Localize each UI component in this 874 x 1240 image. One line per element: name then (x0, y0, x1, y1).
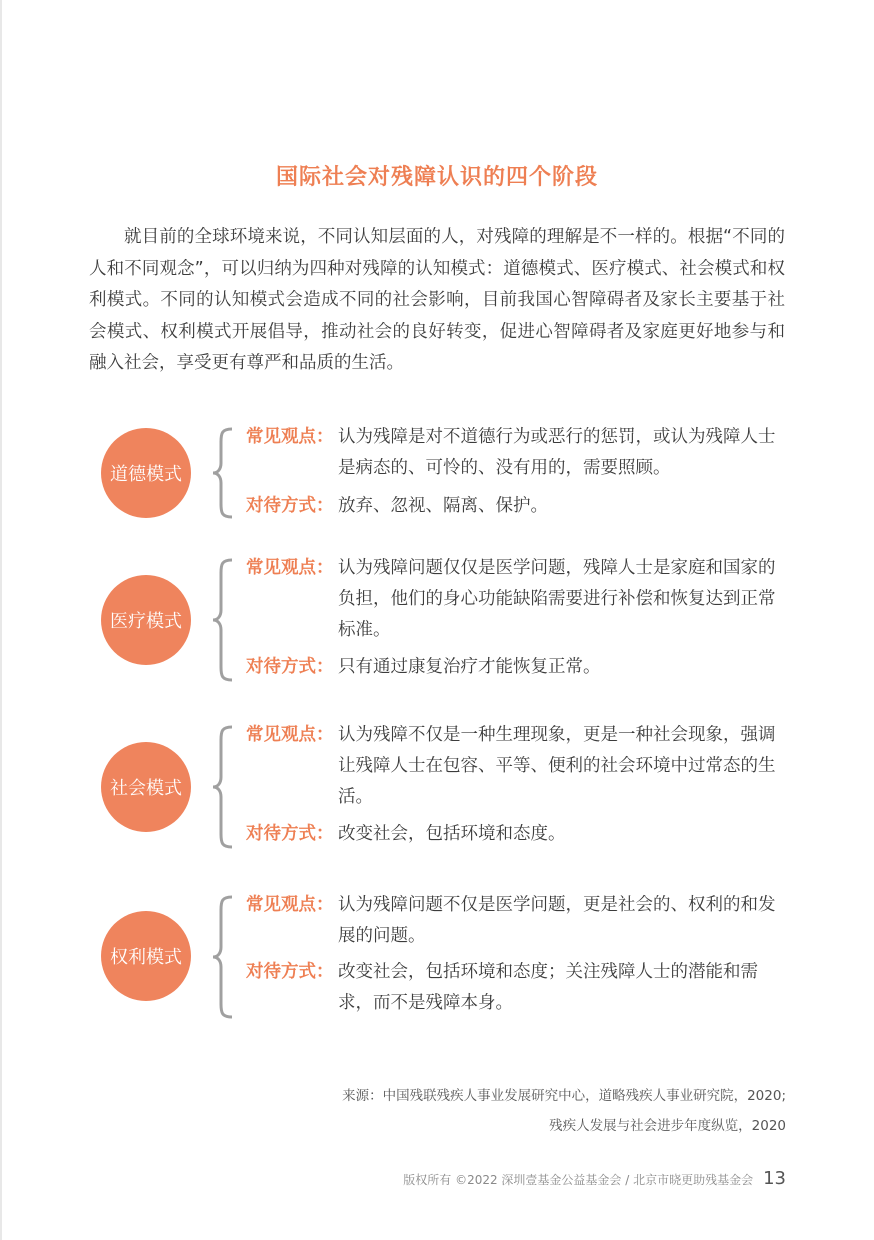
treat-label: 对待方式： (246, 657, 334, 677)
treat-text: 只有通过康复治疗才能恢复正常。 (338, 657, 601, 677)
treat-text: 改变社会，包括环境和态度；关注残障人士的潜能和需求，而不是残障本身。 (338, 962, 758, 1013)
footer (403, 1168, 786, 1189)
brace-icon (212, 426, 234, 520)
treat-text: 放弃、忽视、隔离、保护。 (338, 496, 548, 516)
page-number: 13 (763, 1168, 786, 1189)
view-text: 认为残障是对不道德行为或恶行的惩罚，或认为残障人士是病态的、可怜的、没有用的，需要照顾。 (338, 427, 776, 478)
treat-label: 对待方式： (246, 962, 334, 982)
view-text: 认为残障问题仅仅是医学问题，残障人士是家庭和国家的负担，他们的身心功能缺陷需要进行补偿和恢复达到正常标准。 (338, 558, 776, 640)
view-row (246, 720, 786, 813)
view-text: 认为残障不仅是一种生理现象，更是一种社会现象，强调让残障人士在包容、平等、便利的社会环境中过常态的生活。 (338, 725, 776, 807)
view-label: 常见观点： (246, 427, 334, 447)
brace-icon (212, 557, 234, 683)
treat-text: 改变社会，包括环境和态度。 (338, 824, 566, 844)
treat-label: 对待方式： (246, 824, 334, 844)
mode-badge: 医疗模式 (101, 575, 191, 665)
brace-icon (212, 724, 234, 850)
view-label: 常见观点： (246, 725, 334, 745)
source-line-1: 来源：中国残联残疾人事业发展研究中心，道略残疾人事业研究院，2020; (342, 1088, 786, 1104)
brace-icon (212, 894, 234, 1020)
page-title: 国际社会对残障认识的四个阶段 (275, 165, 598, 190)
view-row (246, 890, 786, 952)
mode-badge: 道德模式 (101, 428, 191, 518)
treat-row (246, 819, 786, 850)
view-row (246, 553, 786, 646)
treat-row (246, 491, 786, 522)
mode-badge: 权利模式 (101, 911, 191, 1001)
view-label: 常见观点： (246, 558, 334, 578)
mode-badge: 社会模式 (101, 742, 191, 832)
view-row (246, 422, 786, 484)
view-label: 常见观点： (246, 895, 334, 915)
intro-paragraph: 就目前的全球环境来说，不同认知层面的人，对残障的理解是不一样的。根据“不同的人和不同观念”，可以归纳为四种对残障的认知模式：道德模式、医疗模式、社会模式和权利模式。不同的认知模式会造成不同的社会影响，目前我国心智障碍者及家长主要基于社会模式、权利模式开展倡导，推动社会的良好转变，促进心智障碍者及家庭更好地参与和融入社会，享受更有尊严和品质的生活。 (89, 227, 785, 373)
treat-row (246, 652, 786, 683)
treat-row (246, 957, 786, 1019)
copyright-text: 版权所有 ©2022 深圳壹基金公益基金会 / 北京市晓更助残基金会 (403, 1173, 754, 1187)
source-line-2: 残疾人发展与社会进步年度纵览，2020 (549, 1118, 786, 1134)
treat-label: 对待方式： (246, 496, 334, 516)
view-text: 认为残障问题不仅是医学问题，更是社会的、权利的和发展的问题。 (338, 895, 776, 946)
